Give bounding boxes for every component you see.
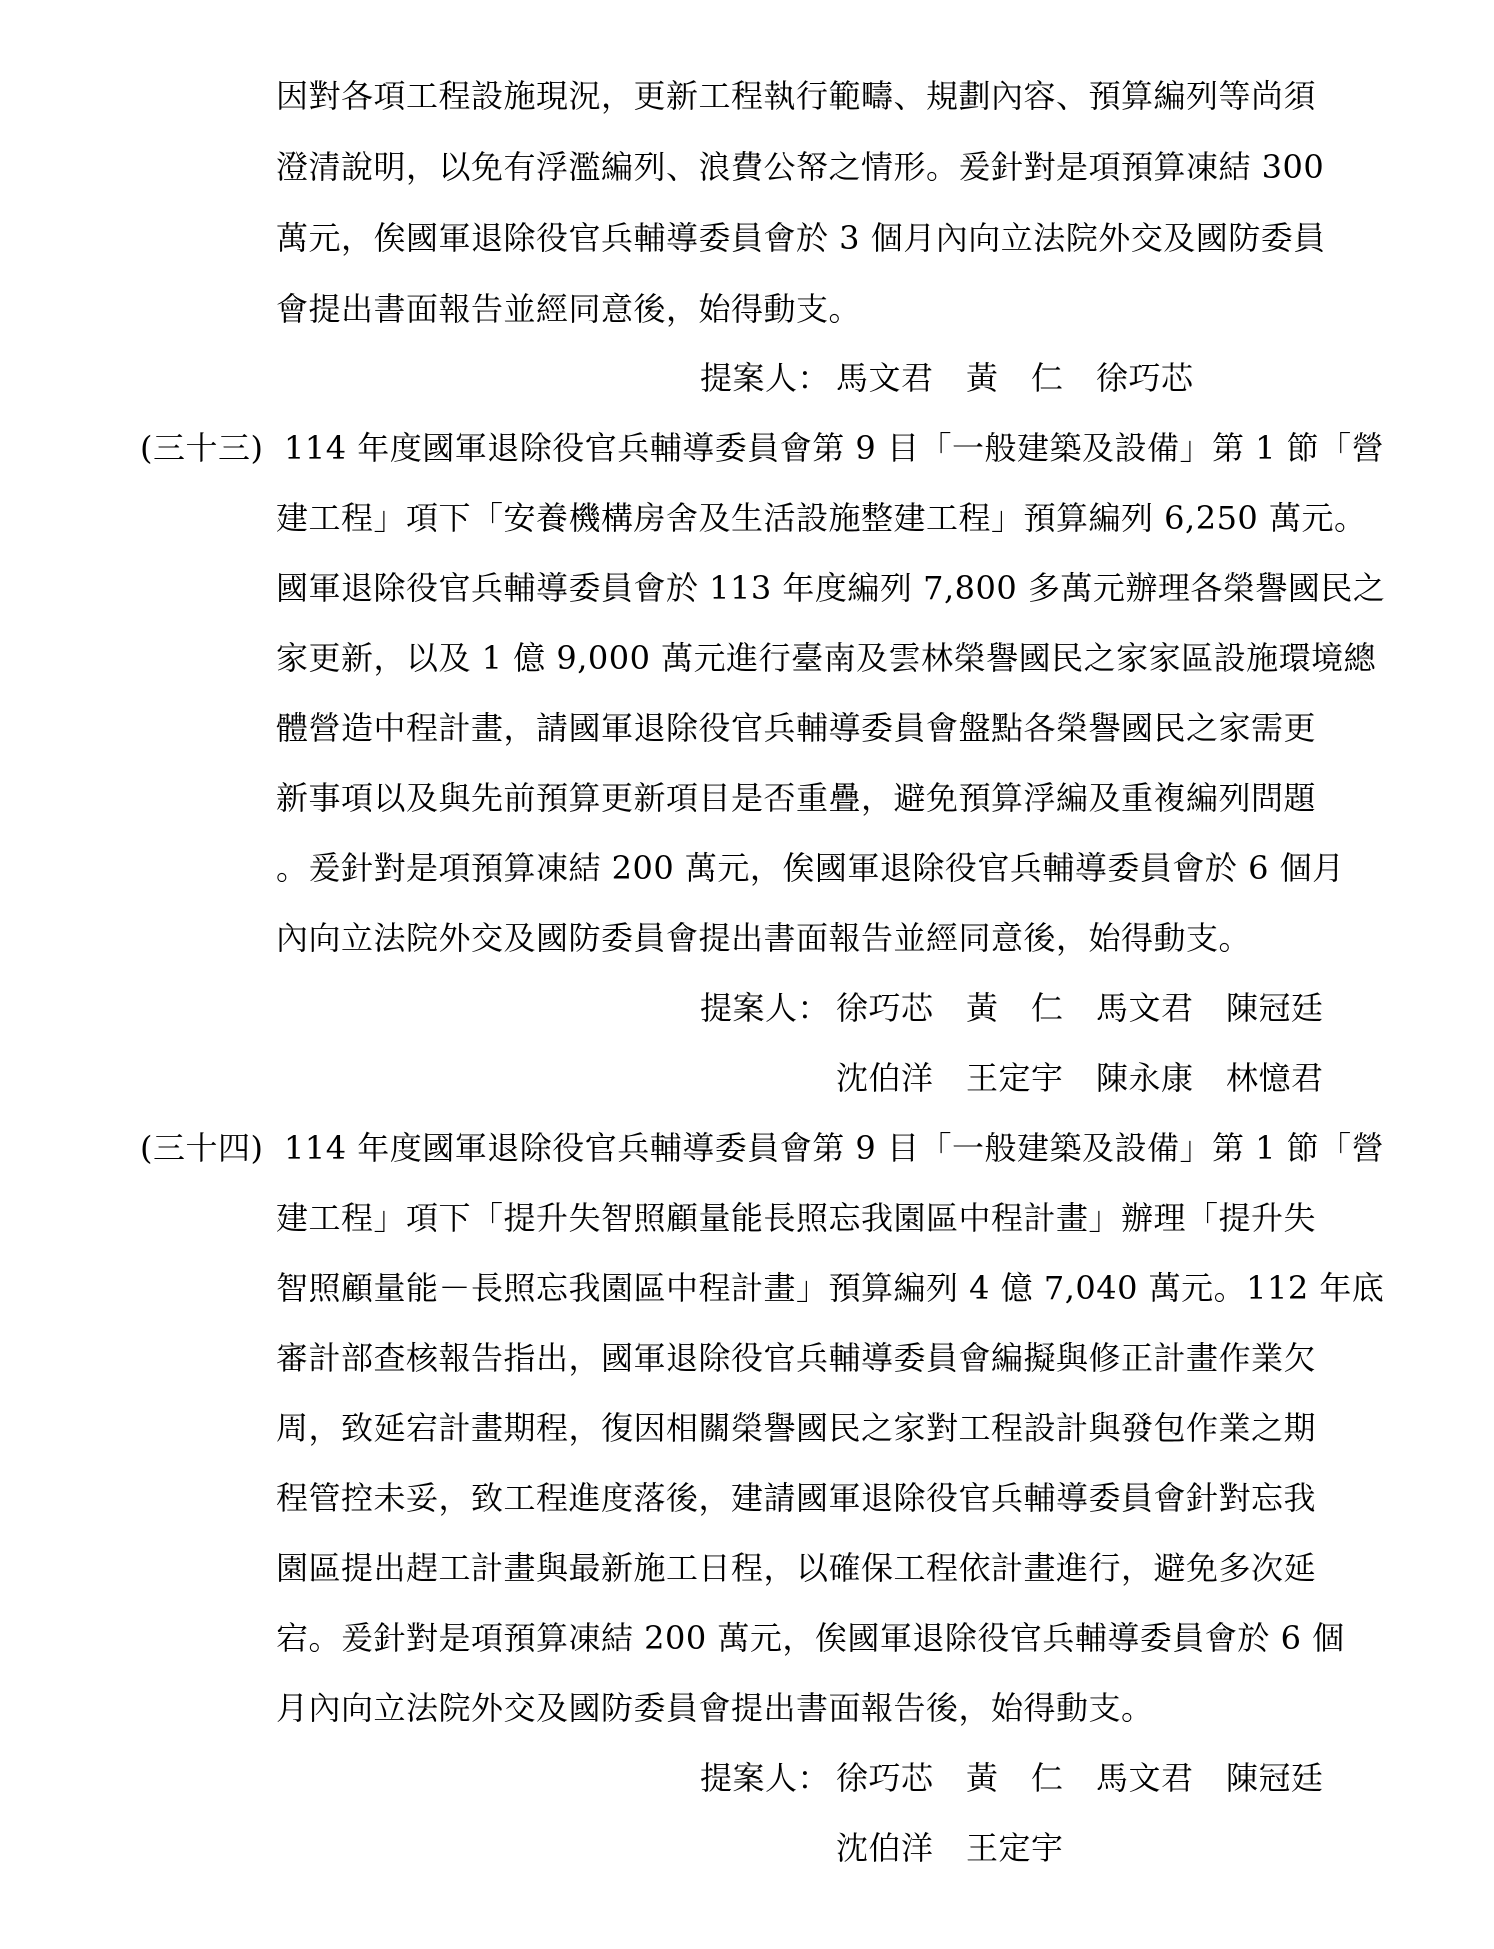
paragraph-line: 。爰針對是項預算凍結 200 萬元，俟國軍退除役官兵輔導委員會於 6 個月 bbox=[276, 849, 1345, 887]
paragraph-line: 體營造中程計畫，請國軍退除役官兵輔導委員會盤點各榮譽國民之家需更 bbox=[276, 709, 1317, 747]
paragraph-line: 萬元，俟國軍退除役官兵輔導委員會於 3 個月內向立法院外交及國防委員 bbox=[276, 219, 1326, 257]
paragraph-line: 因對各項工程設施現況，更新工程執行範疇、規劃內容、預算編列等尚須 bbox=[276, 77, 1317, 115]
paragraph-line: 建工程」項下「安養機構房舍及生活設施整建工程」預算編列 6,250 萬元。 bbox=[276, 499, 1367, 537]
paragraph-line: 國軍退除役官兵輔導委員會於 113 年度編列 7,800 多萬元辦理各榮譽國民之 bbox=[276, 569, 1386, 607]
paragraph-line: 程管控未妥，致工程進度落後，建請國軍退除役官兵輔導委員會針對忘我 bbox=[276, 1479, 1317, 1517]
item-first-line: 114 年度國軍退除役官兵輔導委員會第 9 目「一般建築及設備」第 1 節「營 bbox=[284, 1129, 1385, 1167]
item-number: (三十三) bbox=[140, 429, 264, 467]
paragraph-line: 周，致延宕計畫期程，復因相關榮譽國民之家對工程設計與發包作業之期 bbox=[276, 1409, 1317, 1447]
proposer-label: 提案人： bbox=[700, 359, 831, 397]
proposer-label: 提案人： bbox=[700, 1759, 831, 1797]
paragraph-line: 宕。爰針對是項預算凍結 200 萬元，俟國軍退除役官兵輔導委員會於 6 個 bbox=[276, 1619, 1345, 1657]
paragraph-line: 月內向立法院外交及國防委員會提出書面報告後，始得動支。 bbox=[276, 1689, 1154, 1727]
paragraph-line: 會提出書面報告並經同意後，始得動支。 bbox=[276, 290, 862, 328]
paragraph-line: 智照顧量能－長照忘我園區中程計畫」預算編列 4 億 7,040 萬元。112 年底 bbox=[276, 1269, 1385, 1307]
item-first-line: 114 年度國軍退除役官兵輔導委員會第 9 目「一般建築及設備」第 1 節「營 bbox=[284, 429, 1385, 467]
proposer-names: 徐巧芯 黃 仁 馬文君 陳冠廷 bbox=[836, 1759, 1324, 1797]
proposer-names: 馬文君 黃 仁 徐巧芯 bbox=[836, 359, 1194, 397]
paragraph-line: 審計部查核報告指出，國軍退除役官兵輔導委員會編擬與修正計畫作業欠 bbox=[276, 1339, 1317, 1377]
paragraph-line: 新事項以及與先前預算更新項目是否重疊，避免預算浮編及重複編列問題 bbox=[276, 779, 1317, 817]
item-number: (三十四) bbox=[140, 1129, 264, 1167]
paragraph-line: 園區提出趕工計畫與最新施工日程，以確保工程依計畫進行，避免多次延 bbox=[276, 1549, 1317, 1587]
proposer-label: 提案人： bbox=[700, 989, 831, 1027]
paragraph-line: 澄清說明，以免有浮濫編列、浪費公帑之情形。爰針對是項預算凍結 300 bbox=[276, 148, 1325, 186]
proposer-names: 沈伯洋 王定宇 bbox=[836, 1829, 1064, 1867]
proposer-names: 沈伯洋 王定宇 陳永康 林憶君 bbox=[836, 1059, 1324, 1097]
proposer-names: 徐巧芯 黃 仁 馬文君 陳冠廷 bbox=[836, 989, 1324, 1027]
paragraph-line: 建工程」項下「提升失智照顧量能長照忘我園區中程計畫」辦理「提升失 bbox=[276, 1199, 1317, 1237]
paragraph-line: 家更新，以及 1 億 9,000 萬元進行臺南及雲林榮譽國民之家家區設施環境總 bbox=[276, 639, 1377, 677]
paragraph-line: 內向立法院外交及國防委員會提出書面報告並經同意後，始得動支。 bbox=[276, 919, 1252, 957]
